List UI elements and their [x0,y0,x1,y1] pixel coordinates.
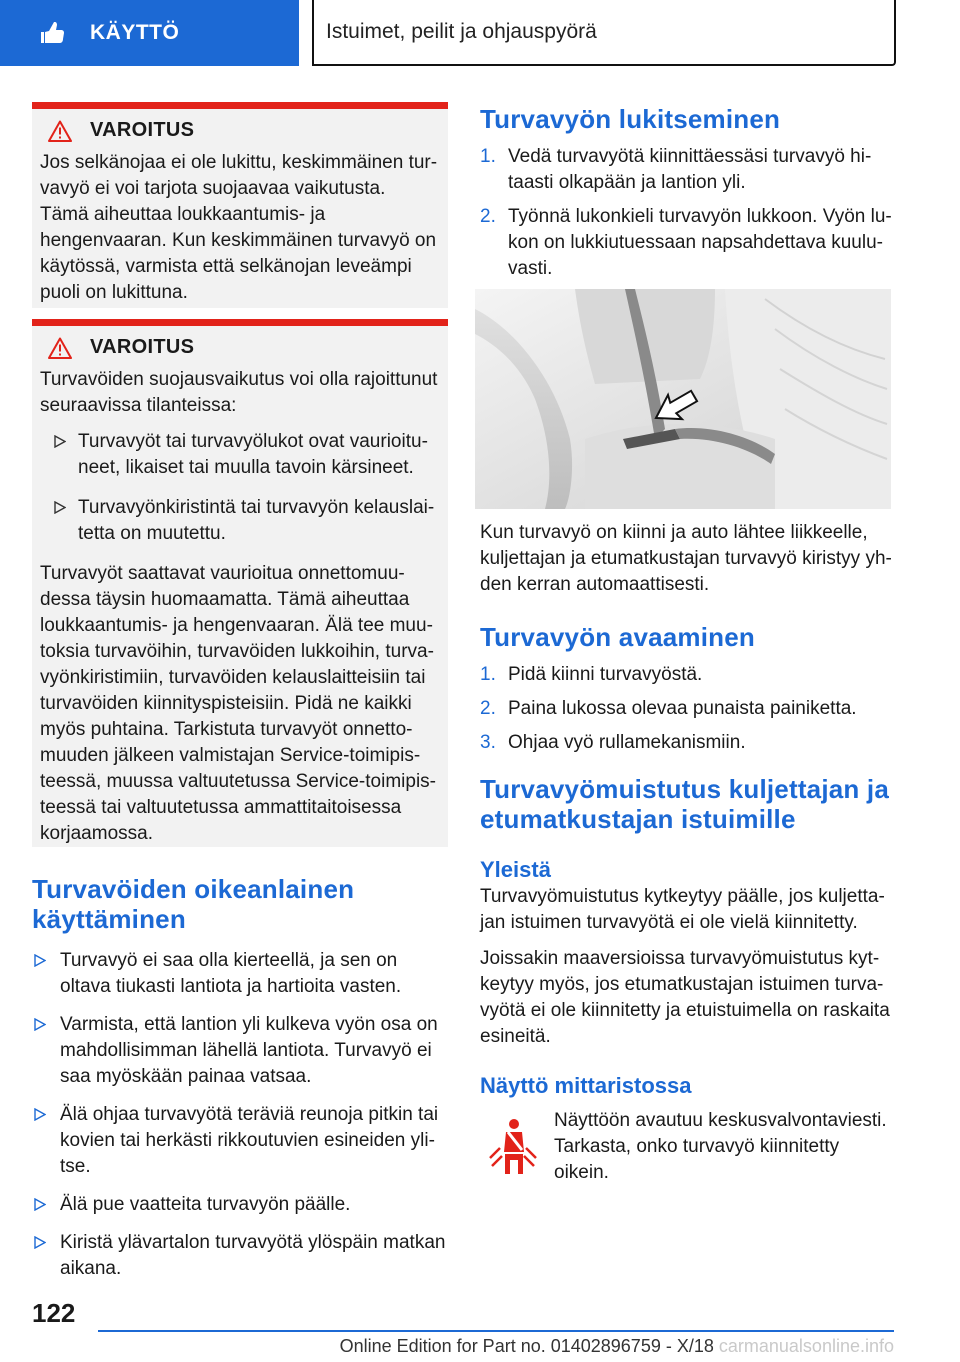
bullet-triangle-icon [34,1236,46,1249]
edition-text: Online Edition for Part no. 01402896759 - X/18 [339,1336,714,1356]
section-heading: Turvavyömuistutus kuljettajan ja etumatkustajan istuimille [480,774,890,834]
list-item [40,429,438,481]
warning-triangle-icon [48,120,72,142]
step-number: 2. [480,698,496,719]
locking-after-text [480,520,894,598]
step-number: 3. [480,732,496,753]
section-title: KÄYTTÖ [90,21,180,44]
opening-section [480,622,894,764]
locking-section [480,104,894,290]
subsection-heading: Näyttö mittaristossa [480,1073,692,1098]
warning-box-2 [32,319,448,847]
warning-intro: Turvavöiden suojausvaikutus voi olla rajoittunut seuraavissa tilanteissa: [40,369,438,416]
section-tab [0,0,299,66]
numbered-list [480,144,894,282]
list-item-text: Vedä turvavyötä kiinnittäessäsi turvavyö hitaasti olkapään ja lantion yli. [508,146,872,193]
list-item-text: Älä pue vaatteita turvavyön päälle. [60,1194,351,1215]
proper-use-section [32,874,448,1294]
seatbelt-warning-icon [488,1118,538,1174]
paragraph: Joissakin maaversioissa turvavyömuistutus kytkeytyy myös, jos etumatkustajan istuimen turvavyötä ei ole kiinnitetty ja etuistuimella on raskaita esineitä. [480,948,890,1047]
list-item [32,1102,448,1180]
step-number: 1. [480,146,496,167]
bullet-list [32,948,448,1282]
list-item [480,696,894,722]
section-heading: Turvavöiden oikeanlainen käyttäminen [32,874,355,934]
chapter-title-text: Istuimet, peilit ja ohjauspyörä [326,20,597,43]
list-item [32,948,448,1000]
list-item-text: Turvavyönkiristintä tai turvavyön kelauslaitetta on muutettu. [78,497,435,544]
watermark: carmanualsonline.info [718,1336,894,1356]
list-item-text: Työnnä lukonkieli turvavyön lukkoon. Vyön lukon on lukkiutuessaan napsahdettava kuuluvasti. [508,206,892,279]
section-heading: Turvavyön lukitseminen [480,104,781,134]
list-item-text: Turvavyö ei saa olla kierteellä, ja sen on oltava tiukasti lantiota ja hartioita vasten. [60,950,402,997]
subsection-heading: Yleistä [480,857,551,882]
seatbelt-photo [475,289,891,509]
list-item [480,730,894,756]
bullet-triangle-icon [34,1108,46,1121]
list-item-text: Paina lukossa olevaa punaista painiketta. [508,698,857,719]
list-item [32,1230,448,1282]
seatbelt-illustration [475,289,891,509]
list-item [32,1192,448,1218]
hand-pointer-icon [40,20,66,46]
bullet-triangle-icon [54,435,66,448]
bullet-triangle-icon [34,1198,46,1211]
step-number: 1. [480,664,496,685]
numbered-list [480,662,894,756]
list-item [40,495,438,547]
list-item-text: Pidä kiinni turvavyöstä. [508,664,703,685]
footer-edition [98,1336,894,1357]
paragraph: Näyttöön avautuu keskusvalvontaviesti. Tarkasta, onko turvavyö kiinnitetty oikein. [554,1110,887,1183]
display-row [480,1108,894,1186]
paragraph: Turvavyömuistutus kytkeytyy päälle, jos kuljettajan istuimen turvavyötä ei ole vielä kiinnitetty. [480,886,885,933]
list-item [480,662,894,688]
chapter-title [312,0,896,66]
list-item-text: Kiristä ylävartalon turvavyötä ylöspäin matkan aikana. [60,1232,446,1279]
step-number: 2. [480,206,496,227]
bullet-triangle-icon [34,1018,46,1031]
list-item-text: Ohjaa vyö rullamekanismiin. [508,732,746,753]
bullet-triangle-icon [34,954,46,967]
warning-bullet-list [40,429,438,547]
list-item-text: Älä ohjaa turvavyötä teräviä reunoja pitkin tai kovien tai herkästi rikkoutuvien esineiden ylitse. [60,1104,439,1177]
warning-text: Turvavyöt saattavat vaurioitua onnettomuudessa täysin huomaamatta. Tämä aiheuttaa loukkaantumis- ja hengenvaaran. Älä tee muutoksia turvavöihin, turvavöiden lukkoihin, turvavyönkiristimiin, turvavöiden kelauslaitteisiin tai turvavöiden kiinnityspisteisiin. Pidä ne kaikki myös puhtaina. Tarkistuta turvavyöt onnettomuuden jälkeen valmistajan Service-toimipisteessä, muussa valtuutetussa Service-toimipisteessä tai valtuutetussa ammattitaitoisessa korjaamossa. [40,563,436,844]
section-heading: Turvavyön avaaminen [480,622,755,652]
warning-title: VAROITUS [90,336,195,358]
reminder-section [480,774,894,1186]
paragraph: Kun turvavyö on kiinni ja auto lähtee liikkeelle, kuljettajan ja etumatkustajan turvavyö kiristyy yhden kerran automaattisesti. [480,522,892,595]
list-item-text: Varmista, että lantion yli kulkeva vyön osa on mahdollisimman lähellä lantiota. Turvavyö ei saa myöskään painaa vatsaa. [60,1014,438,1087]
list-item [480,204,894,282]
warning-text: Jos selkänojaa ei ole lukittu, keskimmäinen turvavyö ei voi tarjota suojaavaa vaikutusta. Tämä aiheuttaa loukkaantumis- ja hengenvaaran. Kun keskimmäinen turvavyö on käytössä, varmista että selkänojan leveämpi puoli on lukittuna. [40,152,438,303]
warning-box-1 [32,102,448,308]
footer-divider [98,1330,894,1332]
page-number: 122 [32,1298,76,1328]
bullet-triangle-icon [54,501,66,514]
list-item-text: Turvavyöt tai turvavyölukot ovat vaurioituneet, likaiset tai muulla tavoin kärsineet. [78,431,428,478]
list-item [32,1012,448,1090]
warning-title: VAROITUS [90,119,195,141]
warning-triangle-icon [48,337,72,359]
list-item [480,144,894,196]
